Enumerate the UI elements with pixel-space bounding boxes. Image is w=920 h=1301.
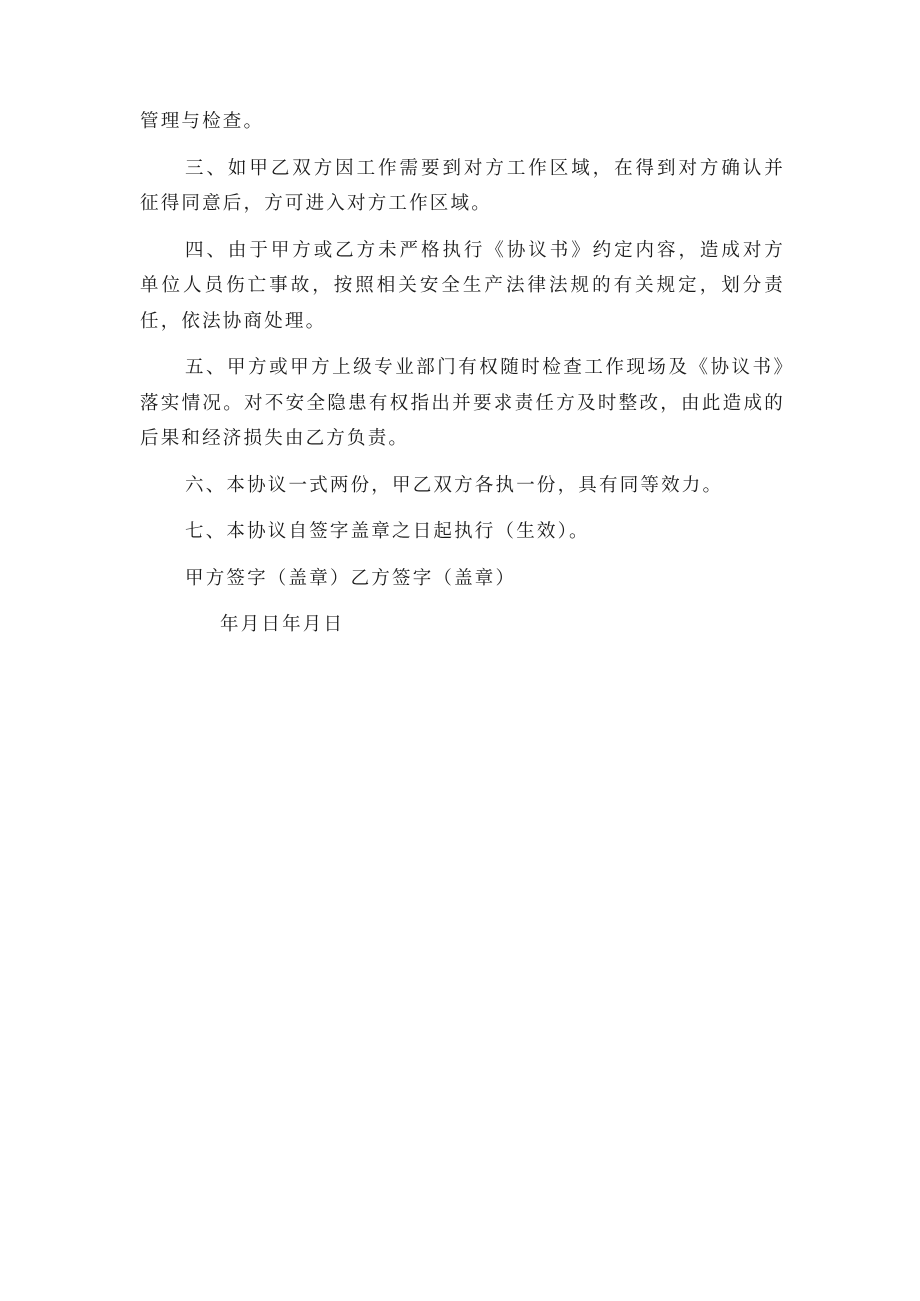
signature-line: 甲方签字（盖章）乙方签字（盖章）	[185, 567, 517, 589]
document-body	[140, 104, 785, 643]
paragraph-clause-6: 六、本协议一式两份，甲乙双方各执一份，具有同等效力。	[185, 474, 724, 496]
paragraph-clause-4: 四、由于甲方或乙方未严格执行《协议书》约定内容，造成对方单位人员伤亡事故，按照相关安全生产法律法规的有关规定，划分责任，依法协商处理。	[140, 239, 785, 332]
paragraph-continuation: 管理与检查。	[140, 111, 265, 132]
date-line: 年月日年月日	[220, 614, 345, 635]
paragraph-clause-5: 五、甲方或甲方上级专业部门有权随时检查工作现场及《协议书》落实情况。对不安全隐患有权指出并要求责任方及时整改，由此造成的后果和经济损失由乙方负责。	[140, 357, 785, 449]
paragraph-clause-3: 三、如甲乙双方因工作需要到对方工作区域，在得到对方确认并征得同意后，方可进入对方工作区域。	[140, 157, 785, 214]
paragraph-clause-7: 七、本协议自签字盖章之日起执行（生效）。	[185, 521, 590, 542]
